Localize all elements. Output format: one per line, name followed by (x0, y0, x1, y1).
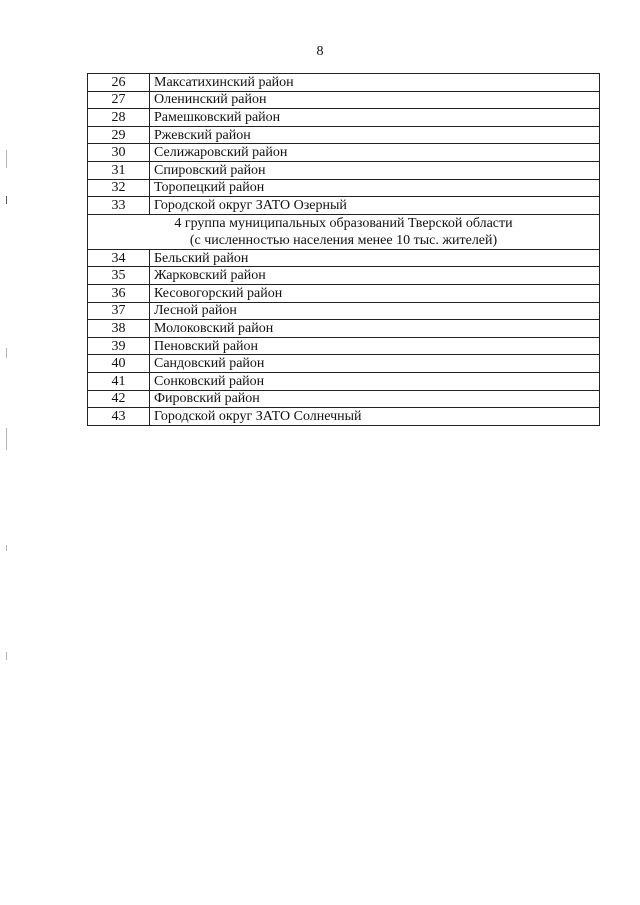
row-number: 29 (88, 126, 150, 144)
table-row (88, 91, 600, 109)
scan-artifact (6, 545, 7, 551)
municipality-name: Бельский район (150, 249, 600, 267)
scan-artifact (6, 348, 7, 358)
table-row (88, 284, 600, 302)
scan-artifact (6, 652, 7, 660)
municipality-name: Жарковский район (150, 267, 600, 285)
row-number: 26 (88, 74, 150, 92)
row-number: 39 (88, 337, 150, 355)
table-row (88, 337, 600, 355)
municipality-name: Торопецкий район (150, 179, 600, 197)
row-number: 31 (88, 161, 150, 179)
row-number: 32 (88, 179, 150, 197)
row-number: 35 (88, 267, 150, 285)
row-number: 30 (88, 144, 150, 162)
table-row (88, 408, 600, 426)
row-number: 34 (88, 249, 150, 267)
table-row (88, 390, 600, 408)
table-row (88, 197, 600, 215)
row-number: 37 (88, 302, 150, 320)
page-number: 8 (316, 44, 324, 59)
row-number: 40 (88, 355, 150, 373)
table-row (88, 144, 600, 162)
group-header-row (88, 214, 600, 249)
municipalities-table (87, 73, 600, 426)
table-row (88, 267, 600, 285)
group-header (88, 214, 600, 249)
group-header-title: 4 группа муниципальных образований Тверской области (174, 215, 513, 231)
table-row (88, 355, 600, 373)
municipality-name: Сонковский район (150, 372, 600, 390)
row-number: 33 (88, 197, 150, 215)
row-number: 36 (88, 284, 150, 302)
municipalities-table-container (87, 73, 600, 426)
row-number: 43 (88, 408, 150, 426)
municipality-name: Лесной район (150, 302, 600, 320)
municipality-name: Спировский район (150, 161, 600, 179)
row-number: 27 (88, 91, 150, 109)
municipality-name: Молоковский район (150, 320, 600, 338)
table-row (88, 109, 600, 127)
municipality-name: Селижаровский район (150, 144, 600, 162)
table-row (88, 249, 600, 267)
municipality-name: Сандовский район (150, 355, 600, 373)
row-number: 38 (88, 320, 150, 338)
table-row (88, 126, 600, 144)
table-row (88, 179, 600, 197)
table-row (88, 302, 600, 320)
table-row (88, 74, 600, 92)
row-number: 42 (88, 390, 150, 408)
table-row (88, 320, 600, 338)
scan-artifact (6, 428, 7, 450)
municipality-name: Городской округ ЗАТО Озерный (150, 197, 600, 215)
row-number: 28 (88, 109, 150, 127)
table-row (88, 161, 600, 179)
municipality-name: Ржевский район (150, 126, 600, 144)
municipality-name: Кесовогорский район (150, 284, 600, 302)
municipality-name: Оленинский район (150, 91, 600, 109)
scan-artifact (6, 196, 7, 204)
municipality-name: Максатихинский район (150, 74, 600, 92)
group-header-subtitle: (с численностью населения менее 10 тыс. жителей) (189, 232, 498, 248)
table-row (88, 372, 600, 390)
municipality-name: Фировский район (150, 390, 600, 408)
municipality-name: Пеновский район (150, 337, 600, 355)
municipality-name: Городской округ ЗАТО Солнечный (150, 408, 600, 426)
scan-artifact (6, 150, 7, 168)
row-number: 41 (88, 372, 150, 390)
municipality-name: Рамешковский район (150, 109, 600, 127)
